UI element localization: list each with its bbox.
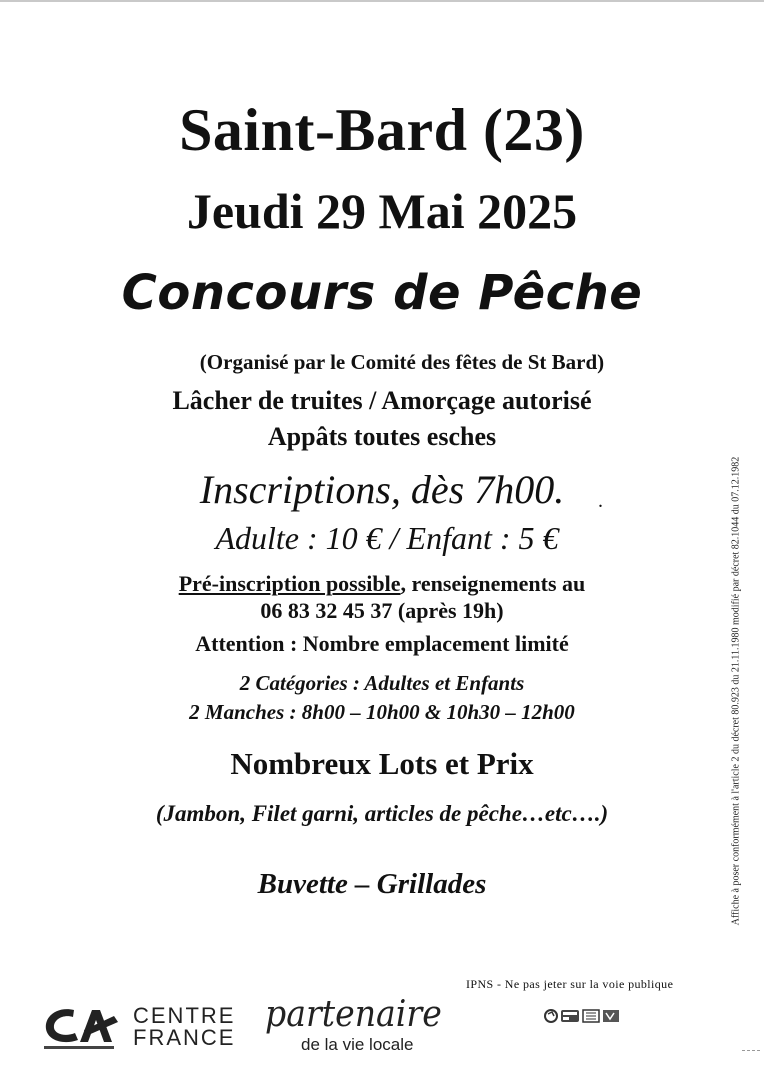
ipns-notice: IPNS - Ne pas jeter sur la voie publique xyxy=(466,977,674,991)
prices-line: Adulte : 10 € / Enfant : 5 € xyxy=(215,520,559,556)
legal-notice-text: Affiche à poser conformément à l'article 2 du décret 80.923 du 21.11.1980 modifié par décret 82.1044 du 07.12.1982 xyxy=(730,456,742,926)
preinscription-line xyxy=(0,571,764,597)
scan-dash-mark xyxy=(742,1050,760,1052)
brand-line-1: CENTRE xyxy=(133,1003,236,1028)
stray-dot: . xyxy=(598,490,603,512)
buvette-line: Buvette – Grillades xyxy=(257,868,487,900)
attention-line: Attention : Nombre emplacement limité xyxy=(195,631,569,656)
preinscription-label: Pré-inscription possible xyxy=(178,571,401,596)
top-border-line xyxy=(0,0,764,2)
prize-items-line: (Jambon, Filet garni, articles de pêche…etc….) xyxy=(155,801,609,826)
organizer-line: (Organisé par le Comité des fêtes de St Bard) xyxy=(199,350,605,374)
brand-line-2: FRANCE xyxy=(133,1025,236,1050)
rounds-line: 2 Manches : 8h00 – 10h00 & 10h30 – 12h00 xyxy=(189,700,575,724)
categories-line: 2 Catégories : Adultes et Enfants xyxy=(239,671,525,695)
recycle-logos-icon xyxy=(543,1006,623,1026)
trout-release-line: Lâcher de truites / Amorçage autorisé xyxy=(172,386,592,415)
partner-script: partenaire xyxy=(265,994,442,1035)
registration-time: Inscriptions, dès 7h00. xyxy=(199,467,565,512)
centre-france-brand xyxy=(133,1005,235,1049)
phone-line: 06 83 32 45 37 (après 19h) xyxy=(260,598,504,623)
credit-agricole-logo-icon xyxy=(40,1002,122,1052)
preinscription-rest: , renseignements au xyxy=(400,571,586,596)
prizes-heading: Nombreux Lots et Prix xyxy=(230,746,534,781)
event-title: Concours de Pêche xyxy=(121,265,643,321)
town-title: Saint-Bard (23) xyxy=(179,97,585,163)
partner-subtitle: de la vie locale xyxy=(301,1035,414,1054)
bait-line: Appâts toutes esches xyxy=(267,422,497,451)
event-date: Jeudi 29 Mai 2025 xyxy=(186,183,578,239)
